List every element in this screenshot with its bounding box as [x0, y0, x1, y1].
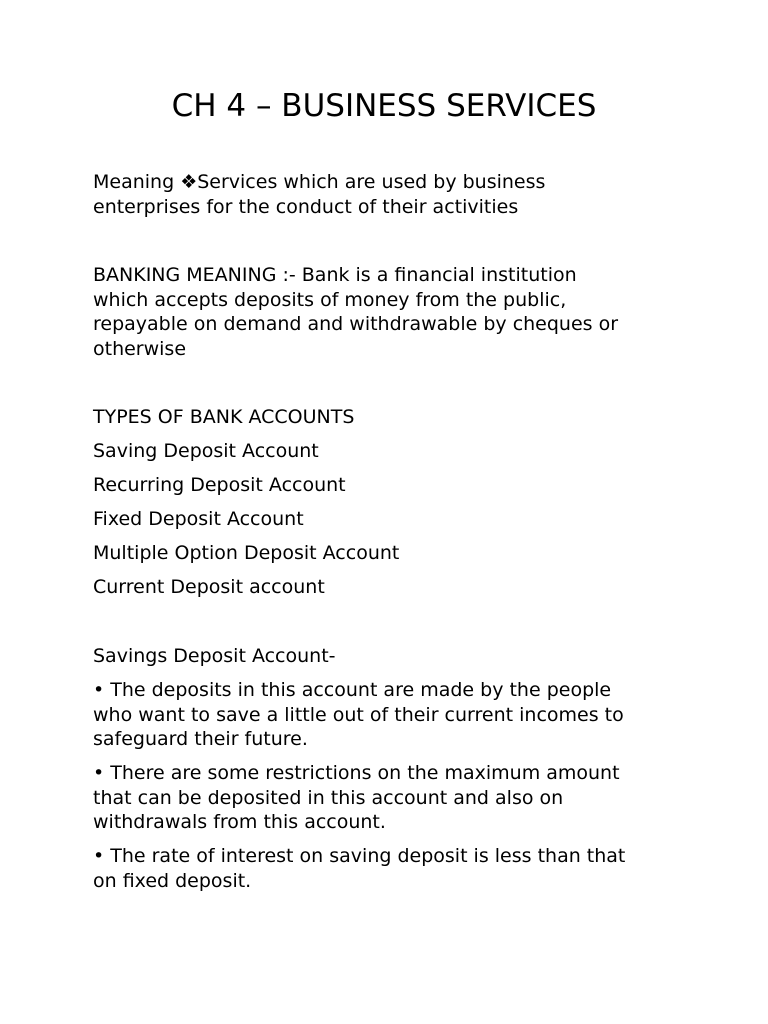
bullet-line: on fixed deposit.	[93, 869, 252, 892]
bullet-line: • There are some restrictions on the maximum amount	[93, 762, 620, 784]
bullet-line: that can be deposited in this account and also on	[93, 786, 564, 809]
bullet-line: withdrawals from this account.	[93, 811, 386, 833]
types-list-item: Recurring Deposit Account	[93, 474, 346, 496]
banking-line: repayable on demand and withdrawable by cheques or	[93, 313, 619, 335]
bullet-line: who want to save a little out of their current incomes to	[93, 703, 624, 726]
types-list-item: Saving Deposit Account	[93, 440, 319, 462]
meaning-paragraph	[93, 170, 683, 219]
types-list-item: Multiple Option Deposit Account	[93, 542, 400, 564]
savings-bullet	[93, 844, 683, 893]
banking-line: which accepts deposits of money from the public,	[93, 288, 567, 311]
meaning-line: enterprises for the conduct of their activities	[93, 195, 519, 218]
types-heading: TYPES OF BANK ACCOUNTS	[93, 406, 355, 428]
types-list-item: Current Deposit account	[93, 576, 325, 598]
savings-bullet	[93, 761, 683, 835]
bullet-line: • The rate of interest on saving deposit is less than that	[93, 845, 626, 867]
types-list-item: Fixed Deposit Account	[93, 508, 304, 530]
savings-bullet	[93, 678, 683, 752]
savings-heading: Savings Deposit Account-	[93, 645, 336, 667]
page-title: CH 4 – BUSINESS SERVICES	[171, 88, 597, 124]
banking-line: otherwise	[93, 337, 187, 360]
bullet-line: • The deposits in this account are made by the people	[93, 679, 612, 701]
bullet-line: safeguard their future.	[93, 728, 308, 750]
banking-paragraph	[93, 263, 683, 361]
meaning-line: Meaning ❖Services which are used by business	[93, 171, 546, 193]
banking-line: BANKING MEANING :- Bank is a financial institution	[93, 264, 577, 286]
